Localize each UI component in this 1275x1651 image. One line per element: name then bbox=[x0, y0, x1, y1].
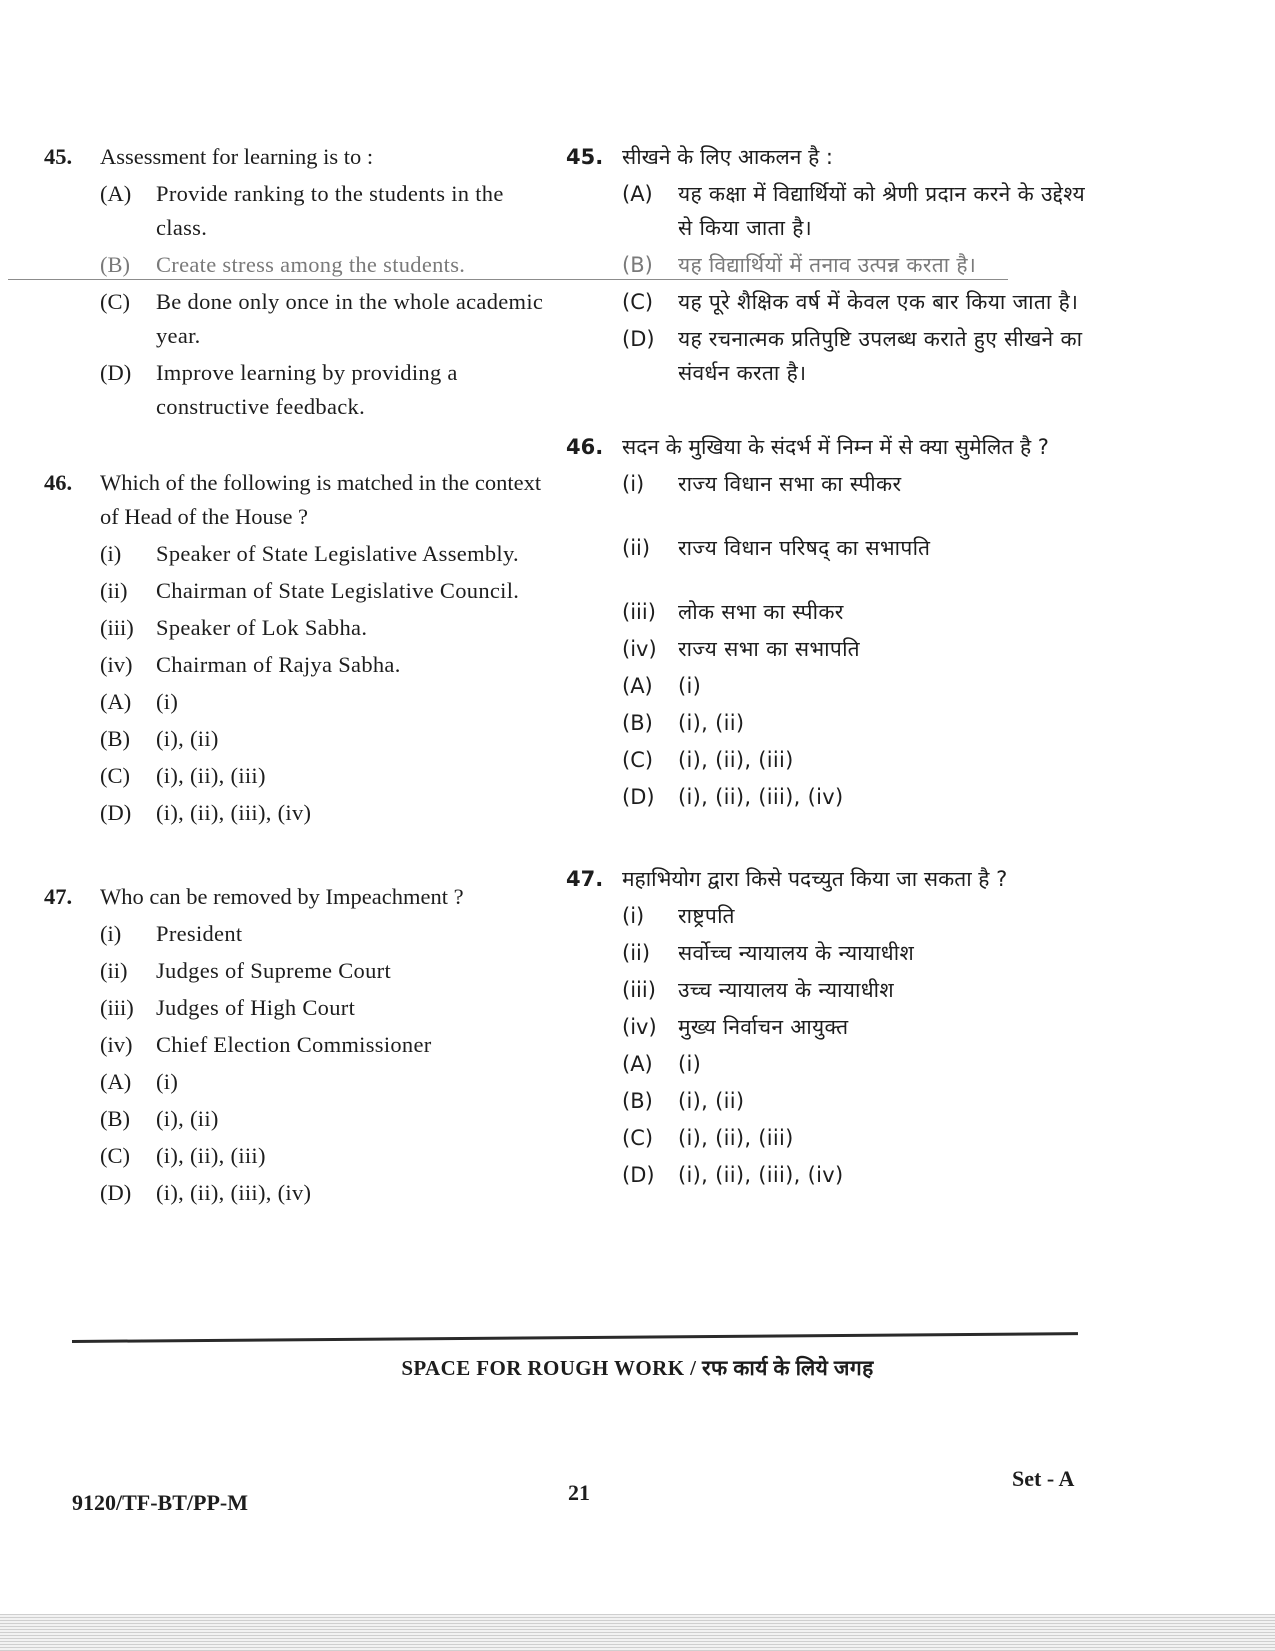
option-label: (C) bbox=[100, 289, 130, 314]
option-b bbox=[622, 248, 1086, 282]
item-label: (ii) bbox=[622, 536, 651, 560]
item-iii bbox=[100, 611, 544, 645]
rough-work-label: SPACE FOR ROUGH WORK / रफ कार्य के लिये जगह bbox=[401, 1356, 874, 1380]
option-label: (A) bbox=[100, 1069, 132, 1094]
item-text: राज्य विधान सभा का स्पीकर bbox=[678, 472, 902, 496]
item-iii bbox=[100, 991, 544, 1025]
option-label: (B) bbox=[622, 1089, 653, 1113]
item-label: (ii) bbox=[100, 958, 128, 983]
option-a bbox=[622, 669, 1086, 703]
option-d bbox=[622, 1158, 1086, 1192]
option-b bbox=[622, 706, 1086, 740]
option-text: यह पूरे शैक्षिक वर्ष में केवल एक बार किया जाता है। bbox=[678, 290, 1079, 314]
question-number: 47. bbox=[566, 867, 604, 891]
option-text: (i), (ii) bbox=[156, 1106, 219, 1131]
item-text: Judges of Supreme Court bbox=[156, 958, 391, 983]
item-ii bbox=[622, 936, 1086, 970]
item-label: (iii) bbox=[100, 615, 134, 640]
option-c bbox=[100, 1139, 544, 1173]
item-label: (iv) bbox=[622, 637, 657, 661]
option-text: (i), (ii), (iii) bbox=[156, 1143, 266, 1168]
option-d bbox=[622, 322, 1086, 390]
option-text: Be done only once in the whole academic year. bbox=[156, 289, 544, 348]
item-label: (iii) bbox=[100, 995, 134, 1020]
question-46-en bbox=[44, 466, 544, 830]
question-47-en bbox=[44, 880, 544, 1210]
option-text: (i), (ii), (iii) bbox=[678, 748, 794, 772]
option-text: (i), (ii), (iii), (iv) bbox=[156, 800, 312, 825]
option-text: (i), (ii), (iii) bbox=[678, 1126, 794, 1150]
item-iii bbox=[622, 595, 1086, 629]
item-text: Speaker of Lok Sabha. bbox=[156, 615, 368, 640]
question-number: 46. bbox=[566, 435, 604, 459]
item-text: President bbox=[156, 921, 243, 946]
item-ii bbox=[622, 531, 1086, 565]
option-d bbox=[100, 796, 544, 830]
option-c bbox=[622, 285, 1086, 319]
option-label: (B) bbox=[622, 711, 653, 735]
question-45-en bbox=[44, 140, 544, 424]
question-text: Assessment for learning is to : bbox=[100, 144, 374, 169]
option-c bbox=[622, 1121, 1086, 1155]
set-label: Set - A bbox=[1012, 1466, 1075, 1491]
item-text: Chief Election Commissioner bbox=[156, 1032, 432, 1057]
paper-code: 9120/TF-BT/PP-M bbox=[72, 1490, 248, 1515]
option-b bbox=[100, 248, 544, 282]
item-label: (i) bbox=[100, 541, 122, 566]
option-a bbox=[622, 1047, 1086, 1081]
item-text: Speaker of State Legislative Assembly. bbox=[156, 541, 519, 566]
option-a bbox=[622, 177, 1086, 245]
option-text: (i), (ii), (iii), (iv) bbox=[678, 1163, 844, 1187]
option-text: (i) bbox=[156, 1069, 179, 1094]
item-label: (i) bbox=[622, 904, 645, 928]
item-text: राज्य सभा का सभापति bbox=[678, 637, 860, 661]
item-iv bbox=[622, 632, 1086, 666]
option-b bbox=[622, 1084, 1086, 1118]
question-47-hi bbox=[566, 862, 1086, 1192]
option-label: (A) bbox=[622, 674, 653, 698]
item-iv bbox=[100, 648, 544, 682]
item-label: (ii) bbox=[622, 941, 651, 965]
question-text: सीखने के लिए आकलन है : bbox=[622, 145, 833, 169]
option-text: (i), (ii), (iii) bbox=[156, 763, 266, 788]
option-text: (i), (ii), (iii), (iv) bbox=[156, 1180, 312, 1205]
item-label: (ii) bbox=[100, 578, 128, 603]
item-i bbox=[622, 899, 1086, 933]
option-label: (D) bbox=[622, 785, 655, 809]
option-c bbox=[100, 285, 544, 353]
question-text: Which of the following is matched in the context of Head of the House ? bbox=[100, 470, 542, 529]
english-column bbox=[44, 140, 544, 1210]
item-i bbox=[100, 537, 544, 571]
option-text: (i) bbox=[678, 1052, 702, 1076]
item-text: राष्ट्रपति bbox=[678, 904, 735, 928]
item-text: लोक सभा का स्पीकर bbox=[678, 600, 844, 624]
question-46-hi bbox=[566, 430, 1086, 814]
item-ii bbox=[100, 574, 544, 608]
option-a bbox=[100, 177, 544, 245]
item-ii bbox=[100, 954, 544, 988]
page-number: 21 bbox=[568, 1480, 590, 1505]
option-text: Improve learning by providing a constructive feedback. bbox=[156, 360, 458, 419]
option-b bbox=[100, 722, 544, 756]
option-label: (D) bbox=[100, 800, 132, 825]
hindi-column bbox=[566, 140, 1086, 1192]
option-d bbox=[622, 780, 1086, 814]
scan-edge-band bbox=[0, 1614, 1275, 1651]
item-text: सर्वोच्च न्यायालय के न्यायाधीश bbox=[678, 941, 915, 965]
question-number: 45. bbox=[566, 145, 604, 169]
option-text: (i) bbox=[678, 674, 702, 698]
option-a bbox=[100, 685, 544, 719]
option-text: (i), (ii), (iii), (iv) bbox=[678, 785, 844, 809]
item-label: (iv) bbox=[622, 1015, 657, 1039]
option-label: (A) bbox=[622, 1052, 653, 1076]
rough-work-divider bbox=[72, 1332, 1078, 1343]
option-label: (C) bbox=[100, 763, 130, 788]
item-text: Chairman of Rajya Sabha. bbox=[156, 652, 401, 677]
option-label: (D) bbox=[622, 1163, 655, 1187]
option-text: (i) bbox=[156, 689, 179, 714]
option-label: (D) bbox=[100, 360, 132, 385]
item-i bbox=[100, 917, 544, 951]
option-label: (D) bbox=[100, 1180, 132, 1205]
option-d bbox=[100, 1176, 544, 1210]
item-label: (iv) bbox=[100, 652, 133, 677]
option-label: (B) bbox=[100, 1106, 130, 1131]
option-text: यह विद्यार्थियों में तनाव उत्पन्न करता है। bbox=[678, 253, 977, 277]
question-number: 47. bbox=[44, 884, 73, 909]
item-label: (i) bbox=[622, 472, 645, 496]
item-text: मुख्य निर्वाचन आयुक्त bbox=[678, 1015, 849, 1039]
item-text: Judges of High Court bbox=[156, 995, 356, 1020]
option-c bbox=[622, 743, 1086, 777]
option-text: (i), (ii) bbox=[678, 1089, 745, 1113]
option-label: (B) bbox=[622, 253, 653, 277]
item-i bbox=[622, 467, 1086, 501]
option-label: (D) bbox=[622, 327, 655, 351]
option-label: (A) bbox=[100, 181, 132, 206]
option-d bbox=[100, 356, 544, 424]
option-label: (A) bbox=[100, 689, 132, 714]
item-text: Chairman of State Legislative Council. bbox=[156, 578, 520, 603]
option-label: (C) bbox=[622, 290, 654, 314]
item-text: उच्च न्यायालय के न्यायाधीश bbox=[678, 978, 894, 1002]
option-label: (B) bbox=[100, 726, 130, 751]
item-text: राज्य विधान परिषद् का सभापति bbox=[678, 536, 931, 560]
option-text: यह कक्षा में विद्यार्थियों को श्रेणी प्रदान करने के उद्देश्य से किया जाता है। bbox=[678, 182, 1085, 240]
question-number: 45. bbox=[44, 144, 73, 169]
item-label: (iv) bbox=[100, 1032, 133, 1057]
item-label: (iii) bbox=[622, 600, 656, 624]
option-label: (C) bbox=[100, 1143, 130, 1168]
option-label: (C) bbox=[622, 748, 654, 772]
item-label: (iii) bbox=[622, 978, 656, 1002]
item-iii bbox=[622, 973, 1086, 1007]
item-label: (i) bbox=[100, 921, 122, 946]
option-a bbox=[100, 1065, 544, 1099]
option-text: यह रचनात्मक प्रतिपुष्टि उपलब्ध कराते हुए सीखने का संवर्धन करता है। bbox=[678, 327, 1083, 385]
question-45-hi bbox=[566, 140, 1086, 390]
item-iv bbox=[100, 1028, 544, 1062]
option-text: Provide ranking to the students in the class. bbox=[156, 181, 504, 240]
question-text: महाभियोग द्वारा किसे पदच्युत किया जा सकता है ? bbox=[622, 867, 1008, 891]
option-label: (B) bbox=[100, 252, 130, 277]
option-text: Create stress among the students. bbox=[156, 252, 466, 277]
option-text: (i), (ii) bbox=[156, 726, 219, 751]
option-c bbox=[100, 759, 544, 793]
question-text: सदन के मुखिया के संदर्भ में निम्न में से क्या सुमेलित है ? bbox=[622, 435, 1049, 459]
item-iv bbox=[622, 1010, 1086, 1044]
option-label: (A) bbox=[622, 182, 653, 206]
option-text: (i), (ii) bbox=[678, 711, 745, 735]
option-b bbox=[100, 1102, 544, 1136]
question-number: 46. bbox=[44, 470, 73, 495]
option-label: (C) bbox=[622, 1126, 654, 1150]
question-text: Who can be removed by Impeachment ? bbox=[100, 884, 464, 909]
